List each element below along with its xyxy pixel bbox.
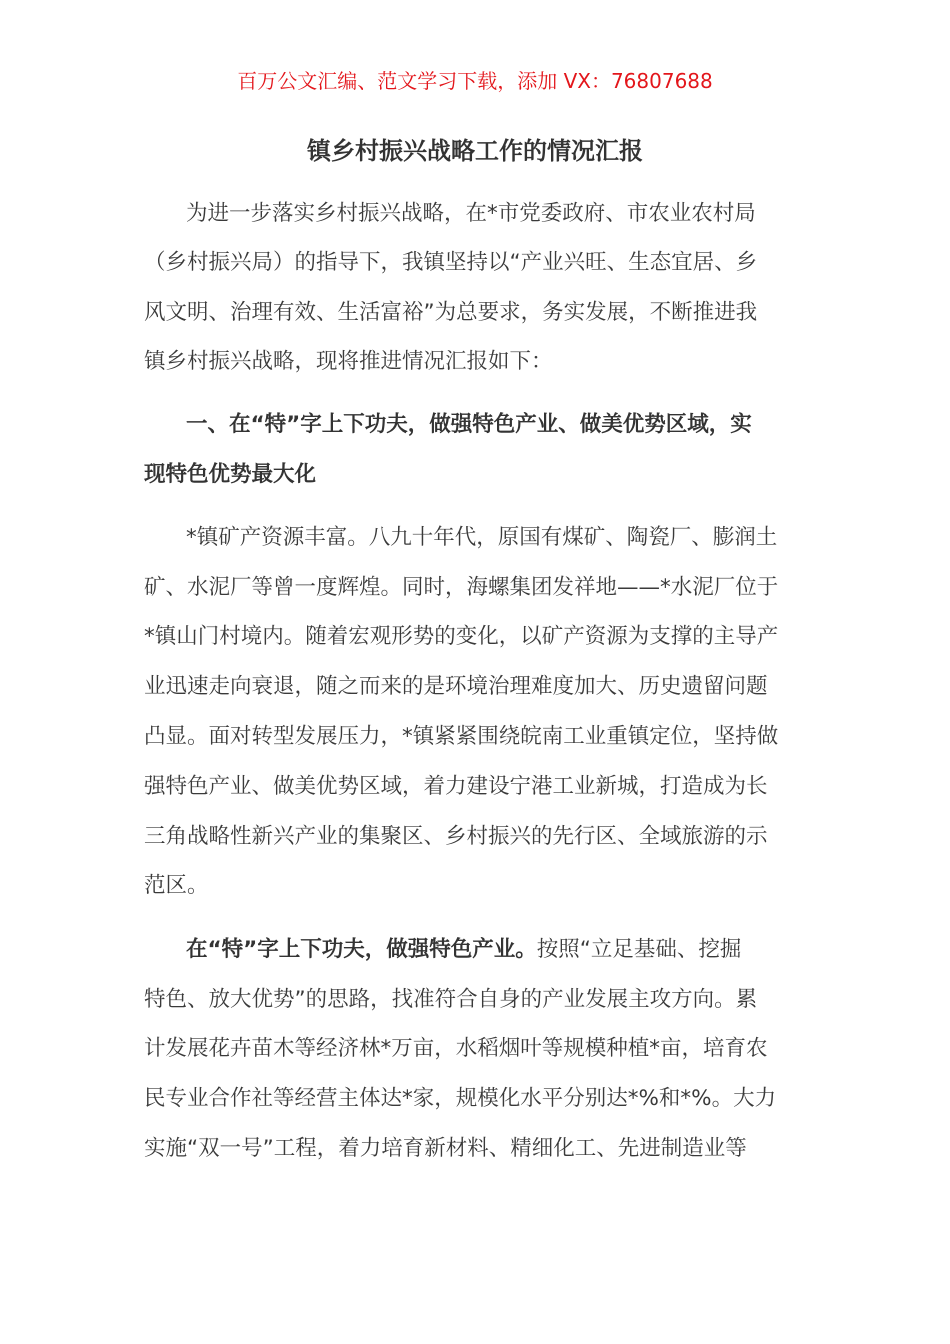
paragraph-line: *镇山门村境内。随着宏观形势的变化，以矿产资源为支撑的主导产 (144, 624, 779, 649)
paragraph-line: 实施“双一号”工程，着力培育新材料、精细化工、先进制造业等 (144, 1136, 747, 1161)
paragraph-line: 三角战略性新兴产业的集聚区、乡村振兴的先行区、全域旅游的示 (144, 824, 768, 849)
paragraph-line: 民专业合作社等经营主体达*家，规模化水平分别达*%和*%。大力 (144, 1086, 777, 1111)
paragraph-line: 矿、水泥厂等曾一度辉煌。同时，海螺集团发祥地——*水泥厂位于 (144, 575, 779, 600)
intro-line: 风文明、治理有效、生活富裕”为总要求，务实发展，不断推进我 (144, 300, 758, 325)
paragraph-line: 强特色产业、做美优势区域，着力建设宁港工业新城，打造成为长 (144, 774, 768, 799)
paragraph-line: 范区。 (144, 873, 209, 898)
intro-line: 为进一步落实乡村振兴战略，在*市党委政府、市农业农村局 (186, 201, 756, 226)
paragraph-line: 业迅速走向衰退，随之而来的是环境治理难度加大、历史遗留问题 (144, 674, 768, 699)
document-title: 镇乡村振兴战略工作的情况汇报 (307, 137, 643, 165)
paragraph-lead-bold: 在“特”字上下功夫，做强特色产业。 (186, 937, 537, 962)
paragraph-line: 计发展花卉苗木等经济林*万亩，水稻烟叶等规模种植*亩，培育农 (144, 1036, 768, 1061)
intro-line: 镇乡村振兴战略，现将推进情况汇报如下： (144, 349, 553, 374)
paragraph-line (186, 935, 856, 965)
paragraph-text: 按照“立足基础、挖掘 (536, 937, 742, 962)
intro-line: （乡村振兴局）的指导下，我镇坚持以“产业兴旺、生态宜居、乡 (144, 250, 758, 275)
paragraph-line: 特色、放大优势”的思路，找准符合自身的产业发展主攻方向。累 (144, 987, 758, 1012)
section-heading: 一、在“特”字上下功夫，做强特色产业、做美优势区域，实 (186, 412, 752, 437)
section-heading: 现特色优势最大化 (144, 462, 317, 487)
paragraph-line: *镇矿产资源丰富。八九十年代，原国有煤矿、陶瓷厂、膨润土 (186, 525, 778, 550)
paragraph-line: 凸显。面对转型发展压力，*镇紧紧围绕皖南工业重镇定位，坚持做 (144, 724, 779, 749)
watermark-banner: 百万公文汇编、范文学习下载，添加 VX：76807688 (237, 69, 713, 93)
